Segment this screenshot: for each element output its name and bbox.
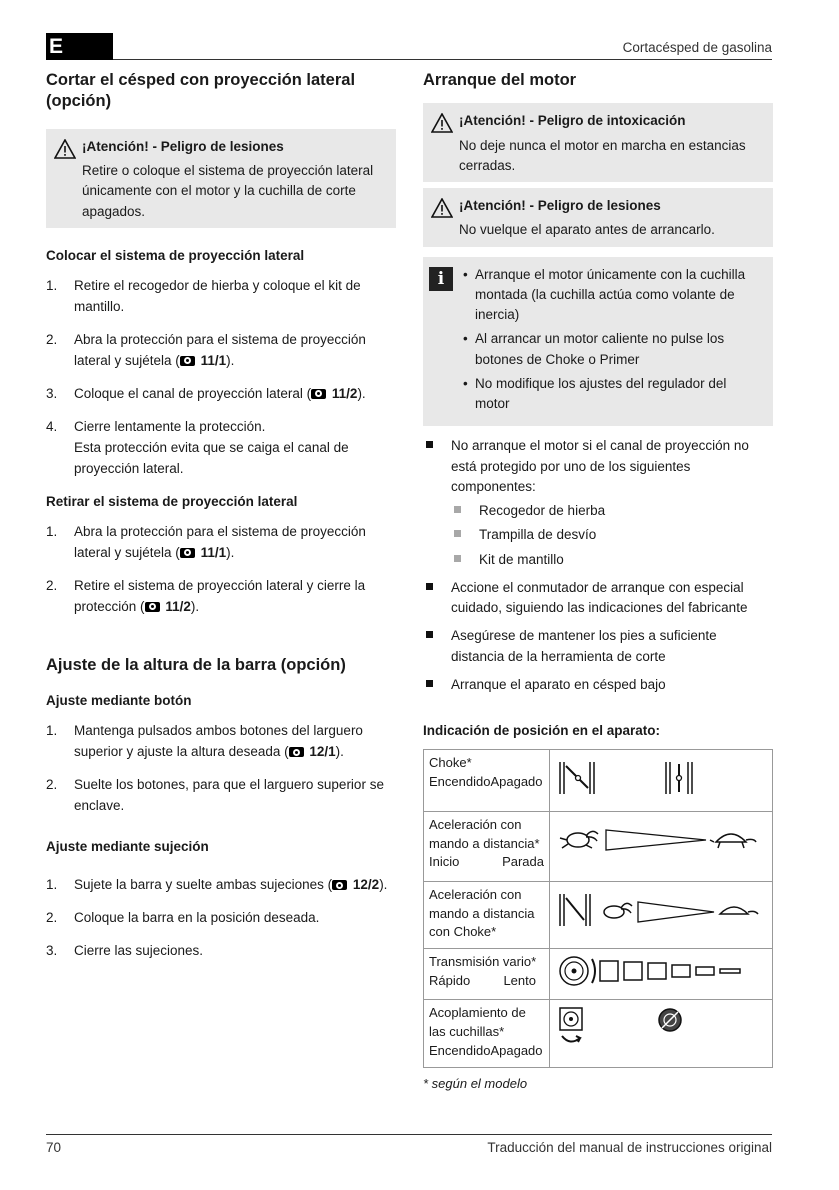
footnote: * según el modelo (423, 1075, 528, 1091)
camera-icon (332, 880, 347, 890)
warning-triangle-icon (54, 139, 76, 159)
info-box (423, 257, 773, 427)
right-column (423, 70, 773, 1093)
turtle-icon (710, 834, 756, 848)
vario-symbols (556, 953, 766, 989)
steps-clamp (46, 875, 396, 962)
info-list (463, 265, 763, 415)
table-row: Choke* EncendidoApagado (424, 750, 773, 811)
info-icon: i (429, 267, 453, 291)
figure-reference: 11/1 (180, 543, 226, 564)
left-column (46, 70, 396, 974)
section-title-handle-height: Ajuste de la altura de la barra (opción) (46, 656, 346, 675)
list-item: 2. Retire el sistema de proyección lateral y cierre la protección ( 11/2). (46, 576, 396, 618)
table-title: Indicación de posición en el aparato: (423, 723, 661, 739)
warning-text: No vuelque el aparato antes de arrancarlo. (459, 222, 715, 238)
table-row: Acoplamiento de las cuchillas* EncendidoApagado (424, 999, 773, 1067)
page-header (46, 33, 772, 60)
choke-off-icon (666, 762, 692, 794)
blade-clutch-symbols (556, 1004, 766, 1054)
list-item: 3. Cierre las sujeciones. (46, 942, 204, 958)
warning-title: ¡Atención! - Peligro de lesiones (82, 138, 284, 154)
camera-icon (311, 389, 326, 399)
subsection-title-attach: Colocar el sistema de proyección lateral (46, 247, 305, 263)
camera-icon (180, 548, 195, 558)
page-number: 70 (46, 1140, 62, 1155)
throttle-choke-symbols (556, 886, 766, 932)
camera-icon (145, 602, 160, 612)
warning-text: Retire o coloque el sistema de proyección lateral únicamente con el motor y la cuchilla de corte apagados. (82, 163, 374, 219)
language-badge: E (46, 33, 113, 60)
warning-title: ¡Atención! - Peligro de intoxicación (459, 113, 686, 129)
list-item: 2. Suelte los botones, para que el larguero superior se enclave. (46, 776, 384, 813)
list-item: 1. Sujete la barra y suelte ambas sujeciones ( 12/2). (46, 875, 396, 896)
wheel-icon (560, 957, 595, 985)
sub-list (451, 501, 773, 570)
footer-translation-note: Traducción del manual de instrucciones original (487, 1140, 772, 1155)
choke-symbols (556, 754, 766, 800)
table-row: Aceleración con mando a distancia* Inicio Parada (424, 811, 773, 881)
bullet-list (423, 436, 773, 695)
steps-attach (46, 276, 396, 479)
list-item: Trampilla de desvío (451, 525, 773, 545)
warning-box-intoxication (423, 103, 773, 182)
list-item: 2. Abra la protección para el sistema de proyección lateral y sujétela ( 11/1). (46, 330, 396, 372)
list-item: 2. Coloque la barra en la posición deseada. (46, 909, 320, 925)
throttle-symbols (556, 816, 766, 856)
figure-reference: 12/1 (289, 742, 336, 763)
figure-reference: 11/2 (145, 597, 191, 618)
subsection-title-button: Ajuste mediante botón (46, 692, 192, 708)
warning-triangle-icon (431, 198, 453, 218)
table-row: Aceleración con mando a distancia con Choke* (424, 881, 773, 948)
section-title-side-discharge: Cortar el césped con proyección lateral (opción) (46, 71, 356, 111)
list-item: 1. Mantenga pulsados ambos botones del larguero superior y ajuste la altura deseada ( 12/1). (46, 721, 396, 763)
subsection-title-remove: Retirar el sistema de proyección lateral (46, 493, 298, 509)
blade-on-icon (560, 1008, 582, 1042)
list-item: 4. Cierre lentamente la protección. Esta protección evita que se caiga el canal de proyección lateral. (46, 418, 349, 476)
list-item: 1. Retire el recogedor de hierba y coloque el kit de mantillo. (46, 278, 361, 315)
figure-reference: 12/2 (332, 875, 379, 896)
list-item: No arranque el motor si el canal de proyección no está protegido por uno de los siguientes componentes: Recogedor de hierba Trampilla de desvío Kit de mantillo (423, 436, 773, 570)
header-title: Cortacésped de gasolina (622, 40, 772, 55)
choke-on-icon (560, 894, 590, 926)
table-row: Transmisión vario* Rápido Lento (424, 948, 773, 999)
warning-box-injury (423, 188, 773, 247)
page-footer (46, 1134, 772, 1155)
warning-triangle-icon (431, 113, 453, 133)
list-item: Accione el conmutador de arranque con especial cuidado, siguiendo las indicaciones del fabricante (423, 578, 773, 619)
rabbit-icon (560, 831, 598, 848)
warning-title: ¡Atención! - Peligro de lesiones (459, 198, 661, 214)
figure-reference: 11/1 (180, 351, 226, 372)
camera-icon (289, 747, 304, 757)
list-item: • Arranque el motor únicamente con la cuchilla montada (la cuchilla actúa como volante de inercia) (463, 265, 763, 326)
section-title-start-engine: Arranque del motor (423, 71, 577, 89)
figure-reference: 11/2 (311, 384, 357, 405)
list-item: Kit de mantillo (451, 550, 773, 570)
choke-on-icon (560, 762, 594, 794)
list-item: Arranque el aparato en césped bajo (423, 675, 773, 695)
subsection-title-clamp: Ajuste mediante sujeción (46, 838, 209, 854)
list-item: • No modifique los ajustes del regulador del motor (463, 374, 763, 415)
list-item: Recogedor de hierba (451, 501, 773, 521)
steps-button (46, 721, 396, 817)
warning-box-injury (46, 129, 396, 228)
steps-remove (46, 522, 396, 618)
turtle-icon (720, 907, 758, 914)
list-item: Asegúrese de mantener los pies a suficiente distancia de la herramienta de corte (423, 626, 773, 667)
blade-off-icon (659, 1009, 681, 1031)
list-item: 1. Abra la protección para el sistema de proyección lateral y sujétela ( 11/1). (46, 522, 396, 564)
warning-text: No deje nunca el motor en marcha en estancias cerradas. (459, 137, 746, 173)
list-item: • Al arrancar un motor caliente no pulse los botones de Choke o Primer (463, 329, 763, 370)
position-table (423, 749, 773, 1068)
camera-icon (180, 356, 195, 366)
rabbit-icon (604, 903, 632, 918)
list-item: 3. Coloque el canal de proyección lateral ( 11/2). (46, 384, 396, 405)
